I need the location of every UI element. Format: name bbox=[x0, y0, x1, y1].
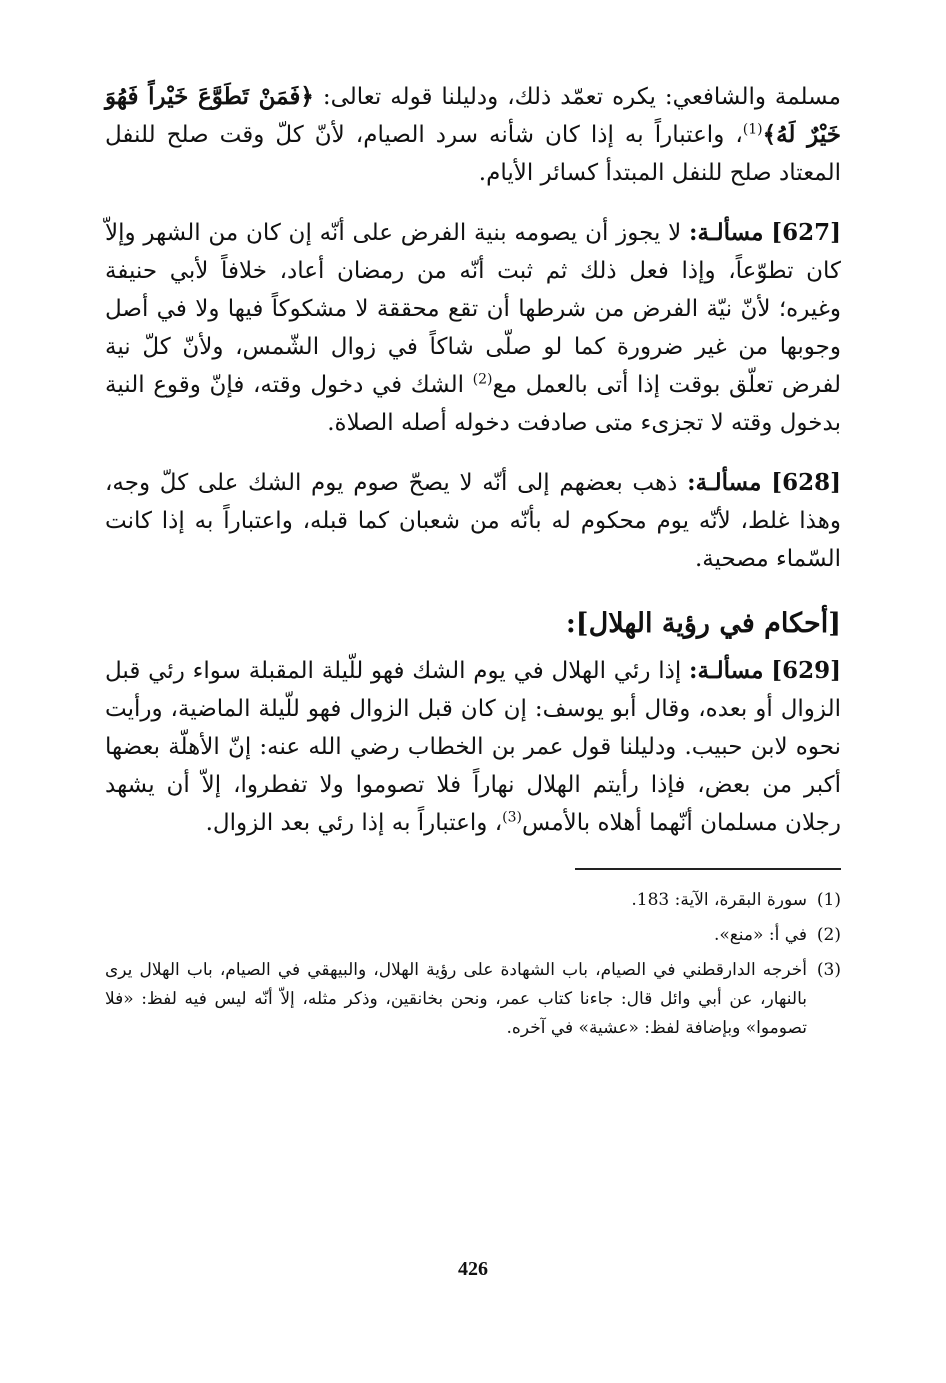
footnote-divider bbox=[575, 868, 841, 870]
section-heading: [أحكام في رؤية الهلال]: bbox=[565, 608, 841, 639]
footnote-ref-3: (3) bbox=[502, 809, 522, 826]
footnote-text: سورة البقرة، الآية: 183. bbox=[631, 890, 807, 910]
footnote-number: (1) bbox=[816, 890, 841, 910]
footnote-number: (2) bbox=[816, 925, 841, 945]
footnote-number: (3) bbox=[816, 960, 841, 980]
footnote-text: أخرجه الدارقطني في الصيام، باب الشهادة على رؤية الهلال، والبيهقي في الصيام، باب الهلال يرى بالنهار، عن أبي وائل قال: جاءنا كتاب عمر، ونحن بخانقين، وذكر مثله، إلاّ أنّه ليس فيه لفظ: «فلا تصوموا» وبإضافة لفظ: «عشية» في آخره. bbox=[105, 960, 807, 1038]
issue-number: [627] bbox=[771, 219, 841, 246]
footnote-3 bbox=[105, 956, 841, 1043]
issue-label: مسألـة: bbox=[689, 219, 764, 246]
footnote-ref-1: (1) bbox=[742, 121, 763, 138]
issue-number: [629] bbox=[771, 657, 842, 684]
footnote-2 bbox=[105, 921, 841, 950]
page-body bbox=[105, 78, 841, 1049]
issue-text-cont: ، واعتباراً به إذا رئي بعد الزوال. bbox=[205, 810, 503, 836]
intro-paragraph bbox=[105, 78, 841, 192]
issue-number: [628] bbox=[771, 469, 841, 496]
issue-629 bbox=[105, 652, 841, 842]
page-number: 426 bbox=[458, 1258, 488, 1280]
footnote-text: في أ: «منع». bbox=[713, 925, 807, 945]
issue-627 bbox=[105, 214, 841, 442]
issue-628 bbox=[105, 464, 841, 578]
issue-text: إذا رئي الهلال في يوم الشك فهو للّيلة المقبلة سواء رئي قبل الزوال أو بعده، وقال أبو يوسف: إن كان قبل الزوال فهو للّيلة الماضية، ورأيت نحوه لابن حبيب. ودليلنا قول عمر بن الخطاب رضي الله عنه: إنّ الأهلّة بعضها أكبر من بعض، فإذا رأيتم الهلال نهاراً فلا تصوموا ولا تفطروا، إلاّ أن يشهد رجلان مسلمان أنّهما أهلاه بالأمس bbox=[105, 658, 841, 836]
issue-text-cont: الشك في دخول وقته، فإنّ وقوع النية بدخول وقته لا تجزىء متى صادفت دخوله أصله الصلاة. bbox=[105, 372, 841, 436]
issue-text: ذهب بعضهم إلى أنّه لا يصحّ صوم يوم الشك على كلّ وجه، وهذا غلط، لأنّه يوم محكوم له بأنّه من شعبان كما قبله، واعتباراً به إذا كانت السّماء مصحية. bbox=[105, 470, 841, 572]
intro-text-cont: ، واعتباراً به إذا كان شأنه سرد الصيام، لأنّ كلّ وقت صلح للنفل المعتاد صلح للنفل المبتدأ كسائر الأيام. bbox=[105, 122, 841, 186]
issue-label: مسألـة: bbox=[689, 657, 764, 684]
quran-verse: ﴿فَمَنْ تَطَوَّعَ خَيْراً فَهُوَ خَيْرٌ لَهُ﴾ bbox=[105, 83, 841, 148]
intro-text: مسلمة والشافعي: يكره تعمّد ذلك، ودليلنا قوله تعالى: bbox=[313, 84, 841, 110]
footnote-ref-2: (2) bbox=[472, 371, 493, 388]
footnote-1 bbox=[105, 886, 841, 915]
issue-text: لا يجوز أن يصومه بنية الفرض على أنّه إن كان من الشهر وإلاّ كان تطوّعاً، وإذا فعل ذلك ثم ثبت أنّه من رمضان أعاد، خلافاً لأبي حنيفة وغيره؛ لأنّ نيّة الفرض من شرطها أن تقع محققة لا مشكوكاً فيها ولا في أصل وجوبها من غير ضرورة كما لو صلّى شاكاً في زوال الشّمس، ولأنّ كلّ نية لفرض تعلّق بوقت إذا أتى بالعمل مع bbox=[105, 220, 842, 398]
issue-label: مسألـة: bbox=[687, 469, 762, 496]
